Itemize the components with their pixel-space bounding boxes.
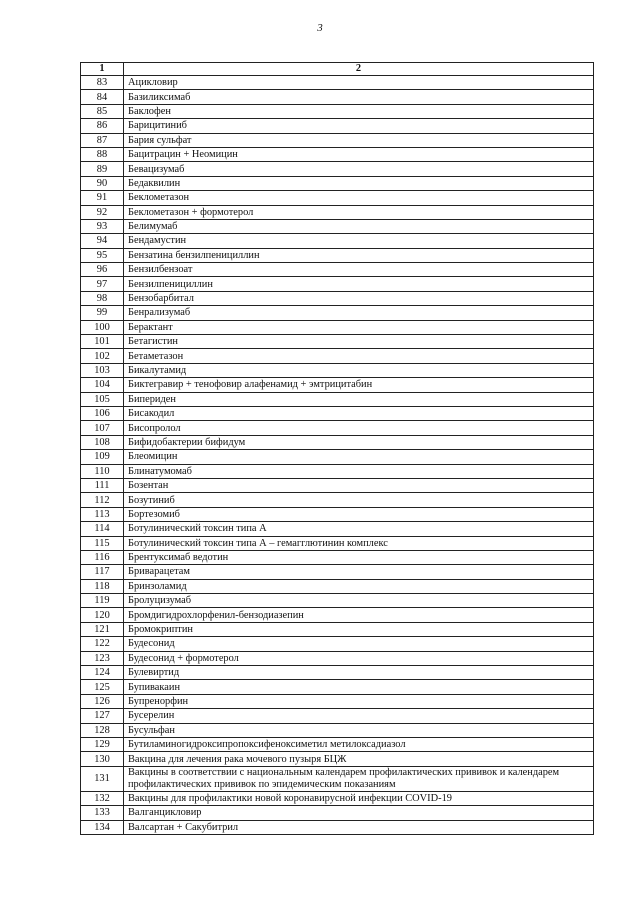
drug-name: Ацикловир [124,76,594,90]
row-number: 109 [81,450,124,464]
row-number: 122 [81,637,124,651]
drug-name: Блеомицин [124,450,594,464]
table-row [81,205,594,219]
drug-name: Блинатумомаб [124,464,594,478]
drug-name: Бензилпенициллин [124,277,594,291]
drug-name: Будесонид [124,637,594,651]
row-number: 89 [81,162,124,176]
column-header-name: 2 [124,63,594,76]
row-number: 128 [81,723,124,737]
row-number: 113 [81,507,124,521]
table-row [81,766,594,791]
row-number: 121 [81,622,124,636]
row-number: 101 [81,335,124,349]
table-row [81,723,594,737]
row-number: 124 [81,666,124,680]
row-number: 104 [81,378,124,392]
row-number: 83 [81,76,124,90]
row-number: 110 [81,464,124,478]
table-row [81,90,594,104]
drug-name: Брентуксимаб ведотин [124,550,594,564]
drug-name: Бозутиниб [124,493,594,507]
table-row [81,594,594,608]
row-number: 118 [81,579,124,593]
drug-name: Бромдигидрохлорфенил-бензодиазепин [124,608,594,622]
drug-name: Бифидобактерии бифидум [124,435,594,449]
drug-name: Бикалутамид [124,363,594,377]
table-header-row [81,63,594,76]
drug-name: Беклометазон [124,191,594,205]
table-row [81,651,594,665]
row-number: 126 [81,694,124,708]
drug-name: Бусульфан [124,723,594,737]
table-row [81,478,594,492]
row-number: 87 [81,133,124,147]
row-number: 103 [81,363,124,377]
drug-name: Бевацизумаб [124,162,594,176]
table-row [81,406,594,420]
drug-name: Бортезомиб [124,507,594,521]
table-row [81,565,594,579]
row-number: 111 [81,478,124,492]
row-number: 95 [81,248,124,262]
drug-name: Ботулинический токсин типа А [124,522,594,536]
drug-name: Бисакодил [124,406,594,420]
drug-name: Бриварацетам [124,565,594,579]
drug-name: Бетаметазон [124,349,594,363]
row-number: 123 [81,651,124,665]
drug-name: Бедаквилин [124,176,594,190]
row-number: 105 [81,392,124,406]
drug-name: Вакцина для лечения рака мочевого пузыря БЦЖ [124,752,594,766]
drug-name: Булевиртид [124,666,594,680]
table-row [81,306,594,320]
table-row [81,147,594,161]
table-row [81,320,594,334]
table-row [81,709,594,723]
table-row [81,522,594,536]
table-row [81,493,594,507]
table-row [81,191,594,205]
table-body [81,76,594,835]
row-number: 112 [81,493,124,507]
drug-name: Барицитиниб [124,119,594,133]
drug-name: Бензобарбитал [124,291,594,305]
table-row [81,550,594,564]
table-row [81,104,594,118]
drug-name: Бенрализумаб [124,306,594,320]
row-number: 130 [81,752,124,766]
table-row [81,248,594,262]
drug-name: Бацитрацин + Неомицин [124,147,594,161]
drug-name: Бупренорфин [124,694,594,708]
row-number: 91 [81,191,124,205]
drug-name: Бетагистин [124,335,594,349]
row-number: 107 [81,421,124,435]
drug-name: Бусерелин [124,709,594,723]
table-row [81,507,594,521]
row-number: 85 [81,104,124,118]
row-number: 119 [81,594,124,608]
table-row [81,694,594,708]
table-row [81,349,594,363]
row-number: 115 [81,536,124,550]
table-row [81,263,594,277]
row-number: 96 [81,263,124,277]
page-number: 3 [317,22,323,34]
table-row [81,752,594,766]
row-number: 99 [81,306,124,320]
table-row [81,579,594,593]
row-number: 117 [81,565,124,579]
row-number: 100 [81,320,124,334]
drug-name: Бисопролол [124,421,594,435]
table-row [81,791,594,805]
row-number: 97 [81,277,124,291]
table-row [81,176,594,190]
drug-table [80,62,594,835]
drug-name: Биперидeн [124,392,594,406]
table-row [81,335,594,349]
table-row [81,680,594,694]
row-number: 106 [81,406,124,420]
table-row [81,219,594,233]
drug-name: Базиликсимаб [124,90,594,104]
table-row [81,133,594,147]
drug-name: Валганцикловир [124,806,594,820]
drug-name: Вакцины в соответствии с национальным календарем профилактических прививок и календарем профилактических прививок по эпидемическим показаниям [124,766,594,791]
drug-name: Берактант [124,320,594,334]
table-row [81,277,594,291]
row-number: 102 [81,349,124,363]
table-row [81,637,594,651]
drug-name: Бупивакаин [124,680,594,694]
table-row [81,421,594,435]
drug-name: Вакцины для профилактики новой коронавирусной инфекции COVID-19 [124,791,594,805]
drug-name: Бозентан [124,478,594,492]
row-number: 90 [81,176,124,190]
table-row [81,820,594,834]
drug-name: Бензилбензоат [124,263,594,277]
row-number: 98 [81,291,124,305]
drug-name: Будесонид + формотерол [124,651,594,665]
drug-name: Бария сульфат [124,133,594,147]
row-number: 86 [81,119,124,133]
row-number: 94 [81,234,124,248]
table-row [81,666,594,680]
table-row [81,450,594,464]
row-number: 93 [81,219,124,233]
table-row [81,608,594,622]
table-row [81,622,594,636]
drug-name: Биктегравир + тенофовир алафенамид + эмтрицитабин [124,378,594,392]
drug-name: Бринзоламид [124,579,594,593]
row-number: 129 [81,737,124,751]
row-number: 88 [81,147,124,161]
row-number: 133 [81,806,124,820]
drug-name: Бендамустин [124,234,594,248]
table-row [81,76,594,90]
table-row [81,378,594,392]
table-row [81,806,594,820]
row-number: 127 [81,709,124,723]
drug-name: Валсартан + Сакубитрил [124,820,594,834]
drug-name: Баклофен [124,104,594,118]
row-number: 92 [81,205,124,219]
column-header-number: 1 [81,63,124,76]
table-row [81,435,594,449]
table-row [81,291,594,305]
row-number: 120 [81,608,124,622]
table-row [81,536,594,550]
row-number: 132 [81,791,124,805]
row-number: 131 [81,766,124,791]
drug-name: Ботулинический токсин типа А – гемагглютинин комплекс [124,536,594,550]
drug-name: Бромокриптин [124,622,594,636]
table-row [81,234,594,248]
drug-name: Бензатина бензилпенициллин [124,248,594,262]
table-row [81,392,594,406]
drug-name: Бутиламиногидроксипропоксифеноксиметил метилоксадиазол [124,737,594,751]
drug-name: Белимумаб [124,219,594,233]
table-row [81,464,594,478]
row-number: 134 [81,820,124,834]
table-row [81,737,594,751]
table-row [81,363,594,377]
table-row [81,119,594,133]
row-number: 125 [81,680,124,694]
drug-name: Бролуцизумаб [124,594,594,608]
table-row [81,162,594,176]
row-number: 114 [81,522,124,536]
row-number: 108 [81,435,124,449]
row-number: 84 [81,90,124,104]
row-number: 116 [81,550,124,564]
drug-name: Беклометазон + формотерол [124,205,594,219]
